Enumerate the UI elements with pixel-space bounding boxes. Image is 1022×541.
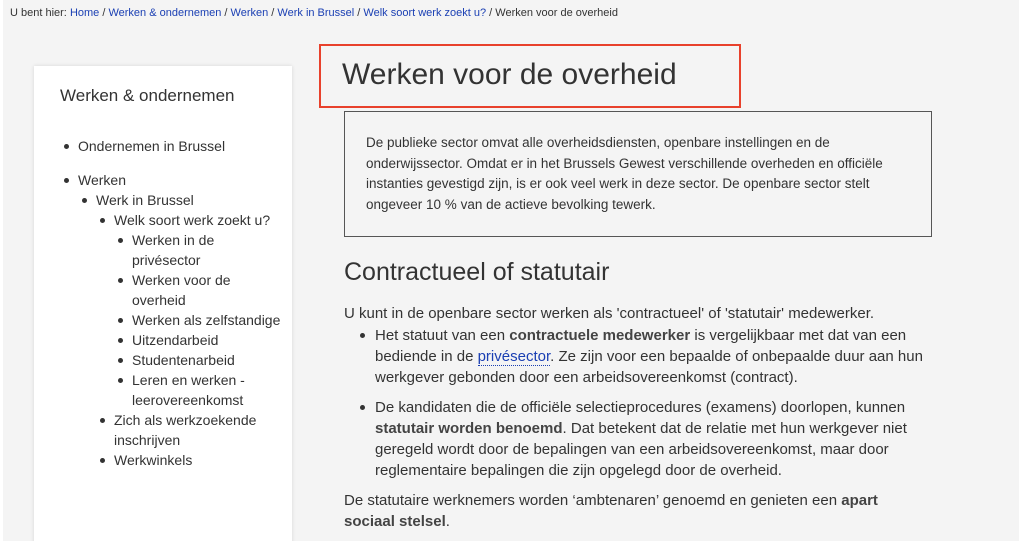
sidebar-item-werk-in-brussel[interactable] xyxy=(78,190,285,470)
sidebar-item-studentenarbeid[interactable] xyxy=(114,350,285,370)
bullet-text: De kandidaten die de officiële selectieprocedures (examens) doorlopen, kunnen xyxy=(375,399,906,416)
sidebar-item-label: Werken voor de overheid xyxy=(132,272,231,308)
sidebar-item-label: Werken xyxy=(78,172,126,188)
list-item xyxy=(360,325,940,388)
sidebar-item-welk-soort-werk[interactable] xyxy=(96,210,285,410)
sidebar-item-label: Leren en werken - leerovereenkomst xyxy=(132,372,245,408)
sidebar-nav xyxy=(60,136,285,484)
sidebar-item-ondernemen[interactable] xyxy=(60,136,285,156)
sidebar-item-uitzendarbeid[interactable] xyxy=(114,330,285,350)
breadcrumb-current: Werken voor de overheid xyxy=(495,7,618,19)
page-title: Werken voor de overheid xyxy=(342,58,677,91)
breadcrumb: U bent hier: Home / Werken & ondernemen / Werken / Werk in Brussel / Welk soort werk zoekt u? / Werken voor de overheid xyxy=(10,7,618,19)
sidebar-item-zelfstandige[interactable] xyxy=(114,310,285,330)
privesector-link[interactable]: privésector xyxy=(477,348,551,365)
bullet-text: . Ze zijn voor een bepaalde of onbepaalde duur aan hun werkgever gebonden door een arbeidsovereenkomst (contract). xyxy=(375,348,923,386)
closing-post: . xyxy=(445,513,450,530)
breadcrumb-prefix: U bent hier: xyxy=(10,7,67,19)
closing-bold: apart sociaal stelsel xyxy=(344,492,878,530)
closing-pre: De statutaire werknemers worden ‘ambtenaren’ genoemd en genieten een xyxy=(344,492,842,509)
sidebar-item-werken[interactable] xyxy=(60,170,285,470)
sidebar-item-werkwinkels[interactable] xyxy=(96,450,285,470)
sidebar-item-label: Studentenarbeid xyxy=(132,352,235,368)
sidebar-item-label: Werken in de privésector xyxy=(132,232,215,268)
sidebar-item-label: Werken als zelfstandige xyxy=(132,312,281,328)
sidebar-title: Werken & ondernemen xyxy=(60,86,235,105)
breadcrumb-welk-soort-werk[interactable]: Welk soort werk zoekt u? xyxy=(363,7,487,19)
sidebar-item-leren-werken[interactable] xyxy=(114,370,285,410)
breadcrumb-werken[interactable]: Werken xyxy=(230,7,269,19)
bullet-bold: statutair worden benoemd xyxy=(375,420,563,437)
section-title: Contractueel of statutair xyxy=(344,258,610,286)
breadcrumb-werk-in-brussel[interactable]: Werk in Brussel xyxy=(277,7,355,19)
breadcrumb-home[interactable]: Home xyxy=(69,7,100,19)
list-item xyxy=(360,397,940,481)
bullet-text: is vergelijkbaar met dat van een bediende in de xyxy=(375,327,907,365)
sidebar-item-werkzoekende[interactable] xyxy=(96,410,285,450)
sidebar-item-overheid[interactable] xyxy=(114,270,285,310)
bullet-bold: contractuele medewerker xyxy=(509,327,691,344)
sidebar-item-label: Werkwinkels xyxy=(114,452,193,468)
page xyxy=(3,0,1019,541)
closing-text xyxy=(344,490,924,532)
sidebar-item-privesector[interactable] xyxy=(114,230,285,270)
sidebar-item-label: Ondernemen in Brussel xyxy=(78,138,226,154)
bullet-text: Het statuut van een xyxy=(375,327,510,344)
sidebar xyxy=(34,66,292,541)
intro-box xyxy=(344,111,932,237)
sidebar-item-label: Uitzendarbeid xyxy=(132,332,219,348)
lead-text: U kunt in de openbare sector werken als 'contractueel' of 'statutair' medewerker. xyxy=(344,305,875,322)
bullet-list xyxy=(360,325,940,490)
sidebar-item-label: Zich als werkzoekende inschrijven xyxy=(114,412,257,448)
intro-text: De publieke sector omvat alle overheidsdiensten, openbare instellingen en de onderwijssector. Omdat er in het Brussels Gewest verschillende overheden en officiële instanties gevestigd zijn, is er ook veel werk in deze sector. De openbare sector stelt ongeveer 10 % van de actieve bevolking tewerk. xyxy=(366,135,883,212)
bullet-text: . Dat betekent dat de relatie met hun werkgever niet geregeld wordt door de bepalingen van een arbeidsovereenkomst, maar door reglementaire bepalingen die zijn opgelegd door de overheid. xyxy=(375,420,907,479)
sidebar-item-label: Welk soort werk zoekt u? xyxy=(114,212,271,228)
sidebar-item-label: Werk in Brussel xyxy=(96,192,194,208)
breadcrumb-werken-ondernemen[interactable]: Werken & ondernemen xyxy=(108,7,222,19)
